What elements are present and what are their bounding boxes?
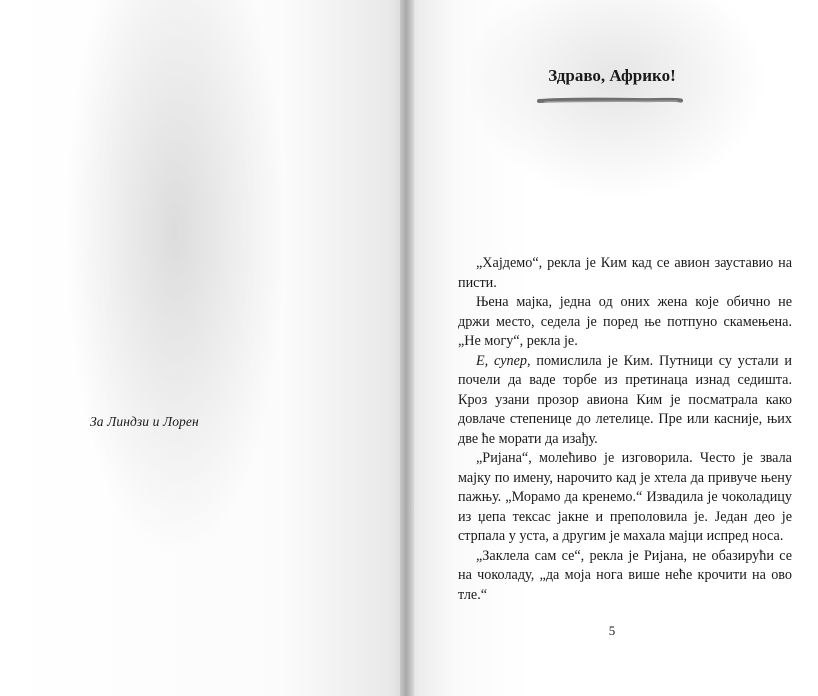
paragraph-with-italic: Е, супер, помислила је Ким. Путници су устали и почели да ваде торбе из претинаца изнад седишта. Кроз узани прозор авиона Ким је посматрала како довлаче степенице до летелице. Пре или касније, њих две ће морати да изађу. [458,352,792,447]
page-number: 5 [608,623,616,638]
dedication: За Линдзи и Лорен [90,414,199,429]
italic-phrase: Е, супер [476,352,528,369]
title-underline-brushstroke [537,96,683,104]
chapter-title: Здраво, Африко! [548,66,676,85]
paragraph: „Хајдемо“, рекла је Ким кад се авион зауставио на писти. [458,255,792,291]
left-page [0,0,406,696]
book-gutter-shadow [400,0,414,696]
paragraph: Њена мајка, једна од оних жена које обично не држи место, седела је поред ње потпуно скамењена. „Не могу“, рекла је. [458,294,792,349]
paragraph: „Ријана“, молећиво је изговорила. Често је звала мајку по имену, нарочито кад је хтела да привуче њену пажњу. „Морамо да кренемо.“ Извадила је чоколадицу из џепа тексас јакне и преполовила је. Један део је стрпала у уста, а другим је махала мајци испред носа. [458,450,792,544]
chapter-body [458,254,792,605]
right-page [406,0,818,696]
paragraph: „Заклела сам се“, рекла је Ријана, не обазирући се на чоколаду, „да моја нога више неће крочити на ово тле.“ [458,547,792,603]
